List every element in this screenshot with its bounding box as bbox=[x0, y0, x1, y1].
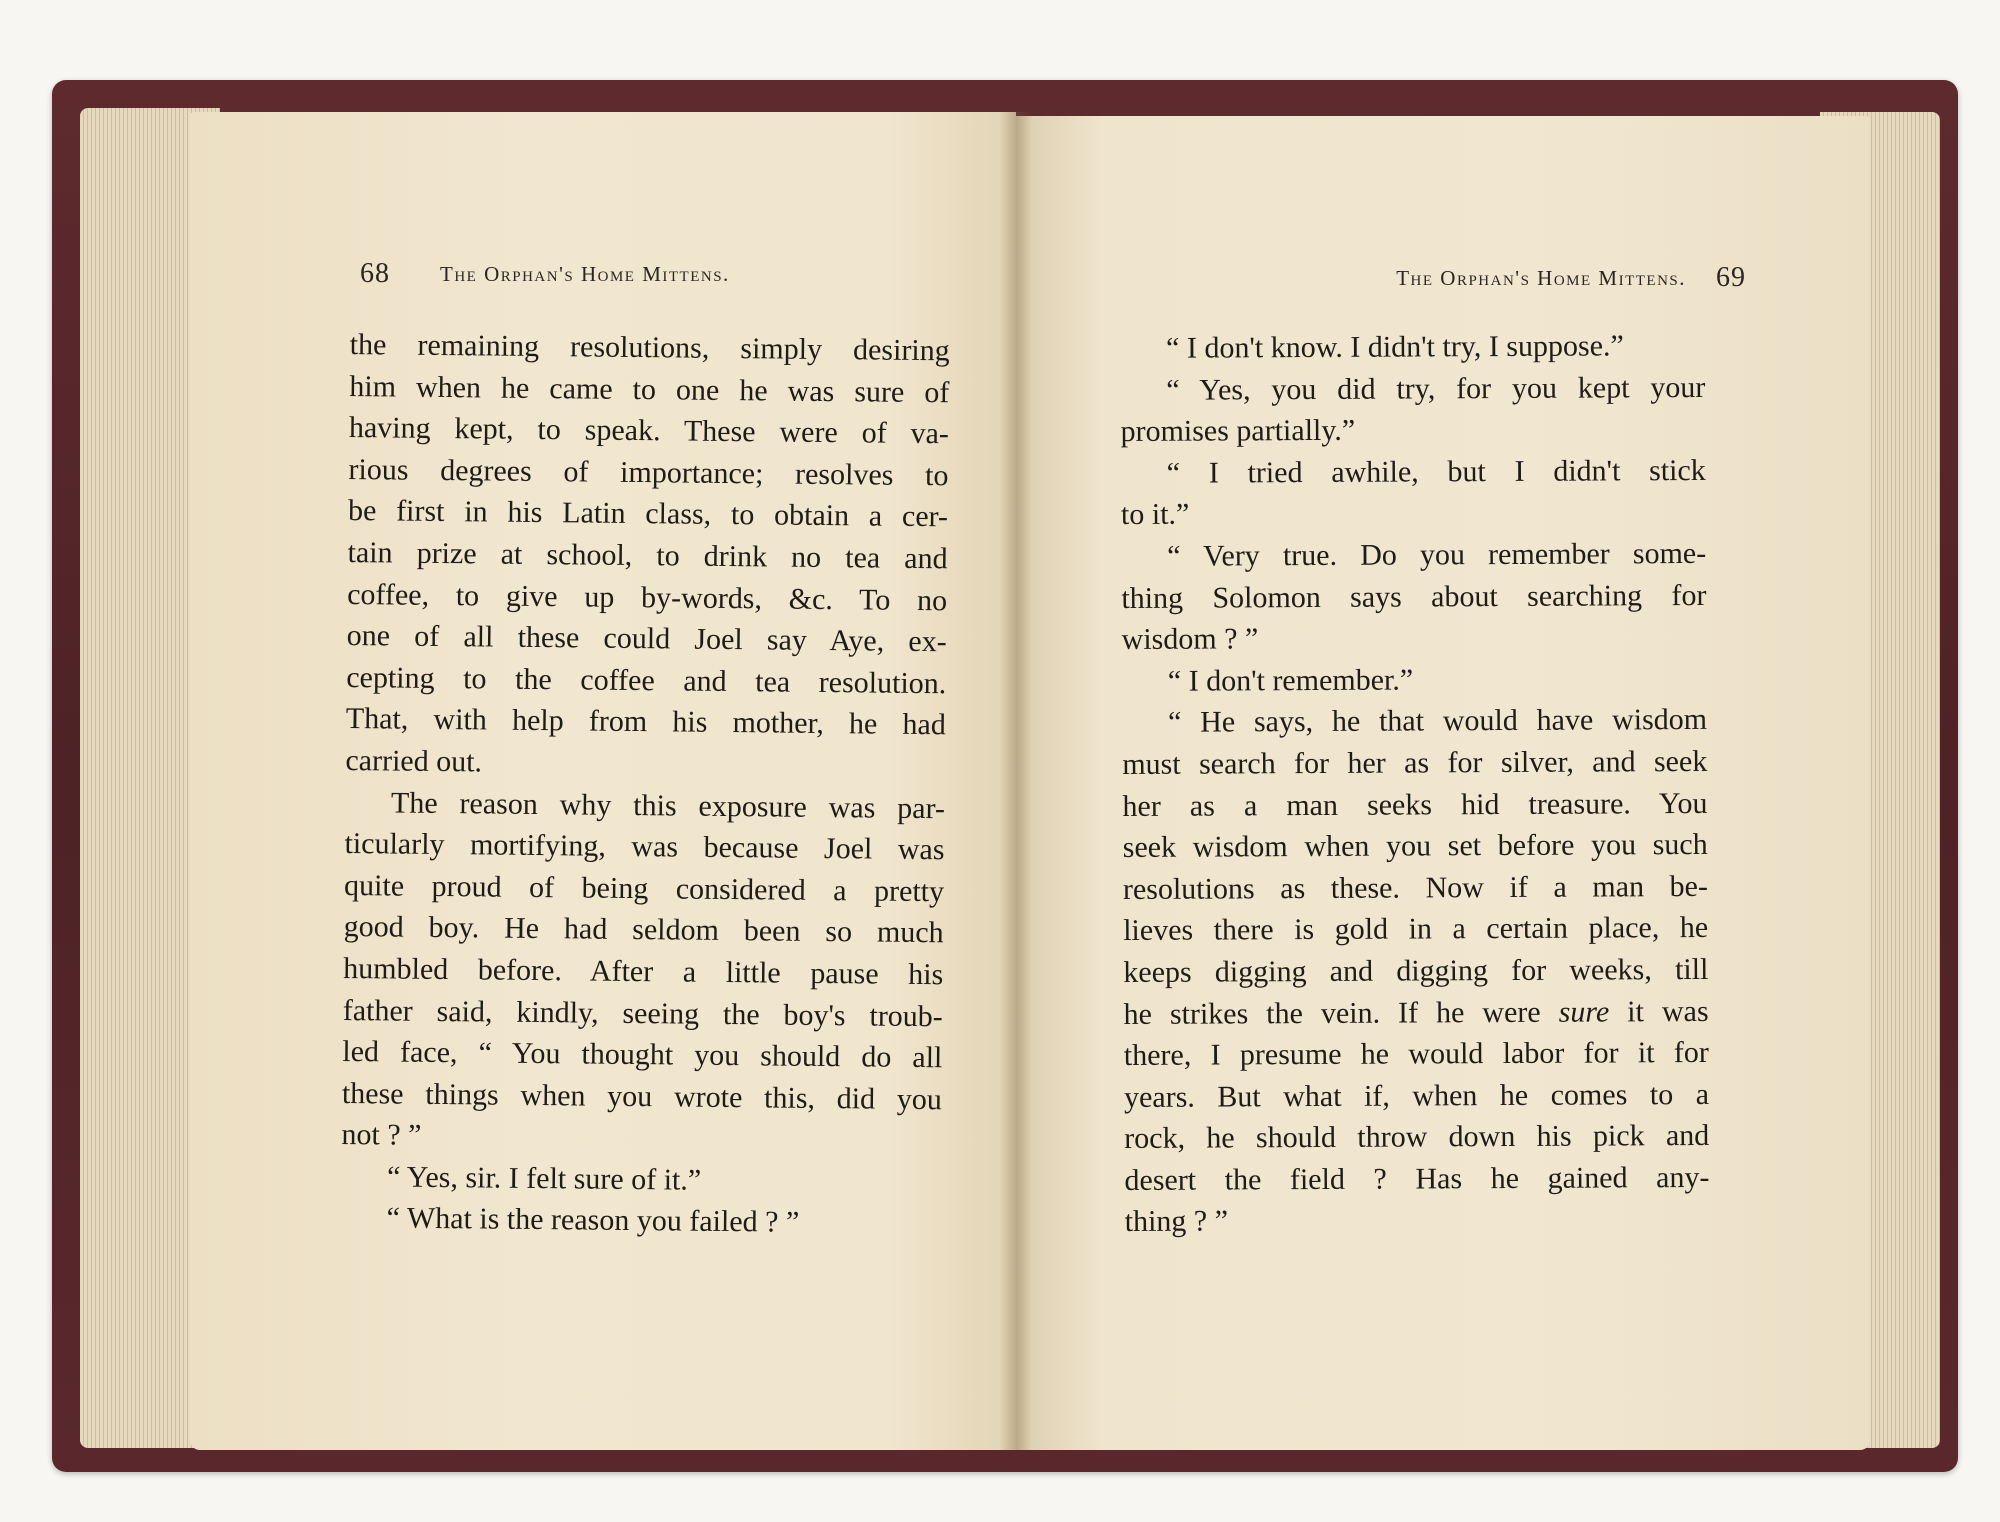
right-page bbox=[1016, 116, 1870, 1450]
text-line: quite proud of being considered a pretty bbox=[343, 868, 945, 908]
right-page-header bbox=[1206, 262, 1746, 306]
text-line: one of all these could Joel say Aye, ex- bbox=[346, 619, 947, 659]
text-line: thing ? ” bbox=[1124, 1204, 1229, 1239]
text-line: he strikes the vein. If he were sure it was bbox=[1123, 994, 1709, 1031]
text-line: be first in his Latin class, to obtain a cer- bbox=[347, 494, 949, 534]
text-line: “ Very true. Do you remember some- bbox=[1167, 536, 1707, 573]
text-line: led face, “ You thought you should do all bbox=[342, 1035, 943, 1075]
text-line: having kept, to speak. These were of va- bbox=[348, 411, 950, 451]
right-running-title: The Orphan's Home Mittens. bbox=[1396, 266, 1686, 290]
left-running-title: The Orphan's Home Mittens. bbox=[440, 262, 730, 286]
right-page-number: 69 bbox=[1716, 262, 1746, 293]
text-line: ticularly mortifying, was because Joel was bbox=[344, 827, 945, 867]
text-line: wisdom ? ” bbox=[1121, 622, 1259, 657]
text-line: rock, he should throw down his pick and bbox=[1124, 1119, 1710, 1156]
text-line: That, with help from his mother, he had bbox=[345, 702, 947, 742]
text-line: her as a man seeks hid treasure. You bbox=[1122, 786, 1708, 823]
right-page-text bbox=[1120, 325, 1710, 1243]
left-page-text bbox=[340, 324, 950, 1245]
text-line: resolutions as these. Now if a man be- bbox=[1122, 869, 1709, 906]
text-line: desert the field ? Has he gained any- bbox=[1124, 1160, 1710, 1197]
text-line: cepting to the coffee and tea resolution. bbox=[346, 660, 947, 701]
text-line: seek wisdom when you set before you such bbox=[1122, 828, 1708, 865]
left-page-header bbox=[360, 258, 890, 302]
text-line: coffee, to give up by-words, &c. To no bbox=[346, 577, 948, 617]
text-line: must search for her as for silver, and seek bbox=[1122, 744, 1708, 781]
text-line: him when he came to one he was sure of bbox=[349, 369, 950, 409]
text-line: to it.” bbox=[1120, 498, 1190, 532]
text-line: there, I presume he would labor for it for bbox=[1123, 1036, 1709, 1073]
text-line: these things when you wrote this, did you bbox=[341, 1076, 943, 1116]
text-line: “ I don't know. I didn't try, I suppose.” bbox=[1166, 329, 1624, 365]
text-line: The reason why this exposure was par- bbox=[390, 785, 946, 825]
text-line: carried out. bbox=[345, 743, 483, 779]
text-line: rious degrees of importance; resolves to bbox=[348, 452, 949, 493]
text-line: the remaining resolutions, simply desiring bbox=[349, 327, 950, 368]
text-line: not ? ” bbox=[341, 1118, 422, 1153]
text-line: keeps digging and digging for weeks, till bbox=[1123, 952, 1709, 989]
text-line: thing Solomon says about searching for bbox=[1121, 578, 1707, 615]
text-line: “ Yes, you did try, for you kept your bbox=[1166, 370, 1706, 407]
text-line: “ Yes, sir. I felt sure of it.” bbox=[386, 1160, 702, 1197]
text-line: good boy. He had seldom been so much bbox=[343, 910, 944, 950]
text-line: years. But what if, when he comes to a bbox=[1123, 1077, 1710, 1114]
left-page-number: 68 bbox=[360, 258, 390, 289]
text-line: promises partially.” bbox=[1120, 413, 1356, 449]
text-line: father said, kindly, seeing the boy's troub- bbox=[342, 993, 943, 1033]
text-line: “ I don't remember.” bbox=[1167, 663, 1414, 698]
text-line: “ What is the reason you failed ? ” bbox=[386, 1201, 800, 1240]
left-page bbox=[190, 112, 1016, 1450]
text-line: “ I tried awhile, but I didn't stick bbox=[1166, 453, 1706, 490]
text-line: tain prize at school, to drink no tea and bbox=[347, 535, 948, 576]
text-line: “ He says, he that would have wisdom bbox=[1167, 703, 1708, 740]
book-gutter bbox=[1000, 112, 1032, 1450]
text-line: lieves there is gold in a certain place, he bbox=[1123, 911, 1709, 948]
text-line: humbled before. After a little pause his bbox=[343, 951, 944, 992]
